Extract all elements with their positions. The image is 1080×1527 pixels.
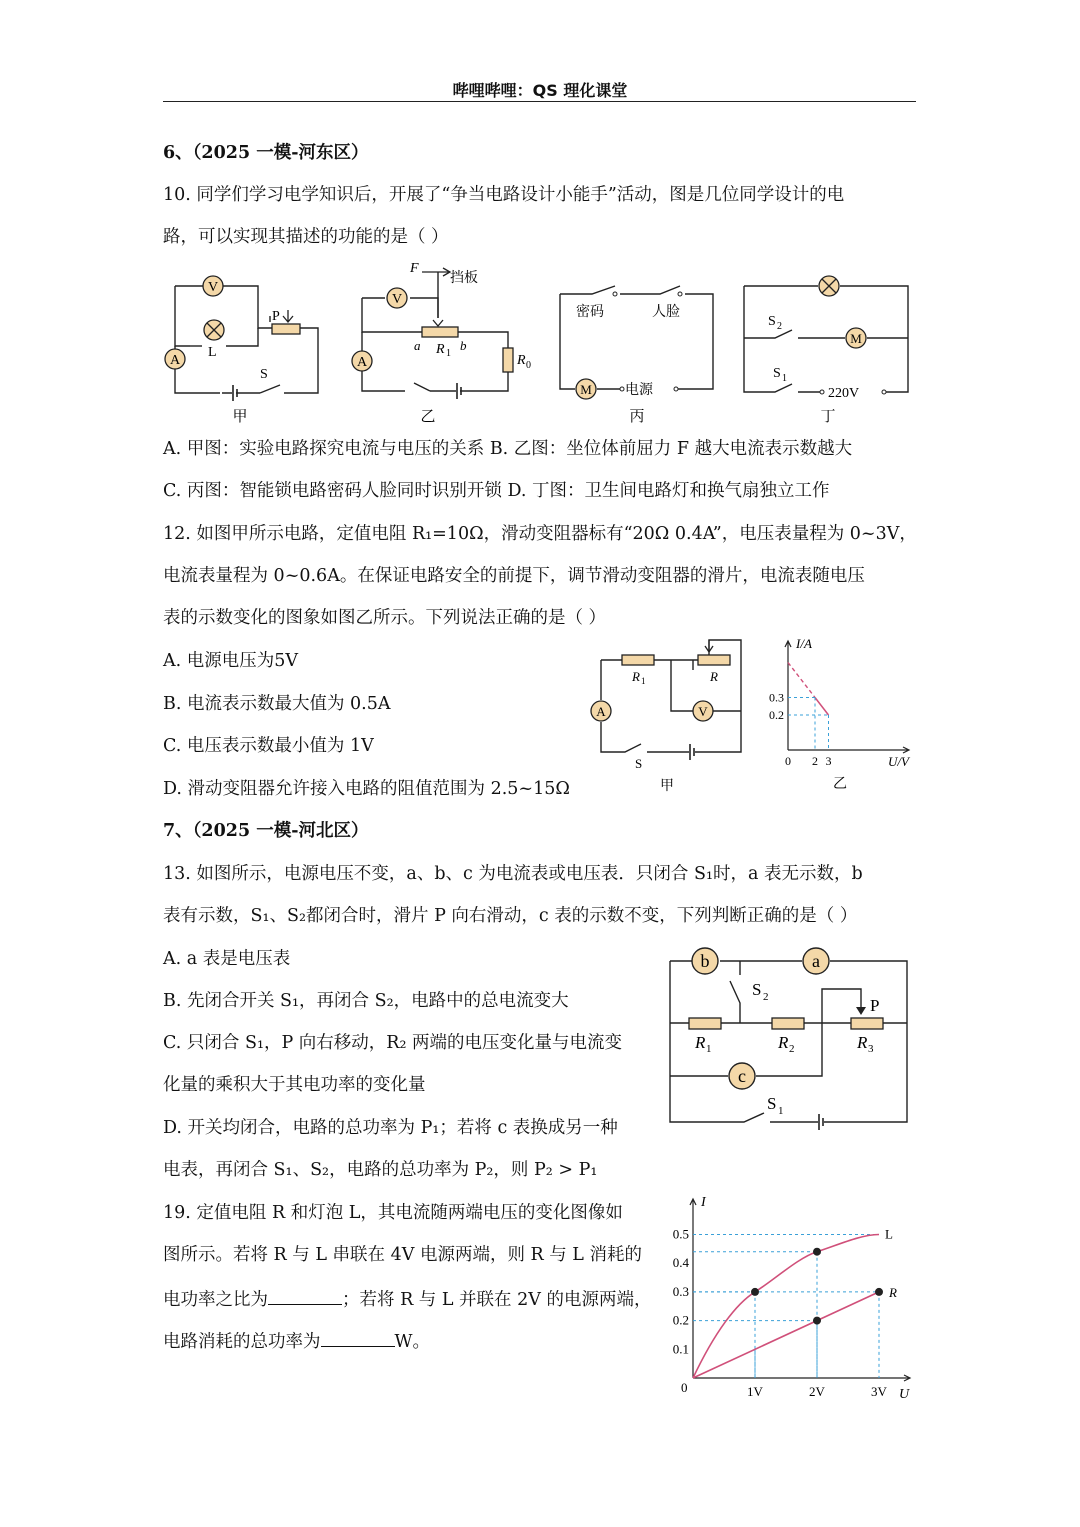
q19-x-tick: 3V — [871, 1384, 887, 1399]
q13-option-a: A. a 表是电压表 — [163, 949, 291, 969]
section-7-title: 7、（2025 一模-河北区） — [163, 821, 369, 841]
q19-y-tick: 0.2 — [672, 1312, 689, 1328]
q13-stem-line1: 13. 如图所示，电源电压不变，a、b、c 为电流表或电压表．只闭合 S₁时，a 表无示数，b — [163, 864, 863, 884]
bing-motor-label: M — [580, 382, 592, 397]
q12-stem-line2: 电流表量程为 0~0.6A。在保证电路安全的前提下，调节滑动变阻器的滑片，电流表随电压 — [163, 566, 865, 586]
q19-series-L-label: L — [885, 1226, 893, 1242]
q13-option-d-line1: D. 开关均闭合，电路的总功率为 P₁；若将 c 表换成另一种 — [163, 1118, 618, 1138]
q19-y-tick: 0.1 — [672, 1341, 689, 1357]
yi-baffle-label: 挡板 — [450, 271, 478, 286]
q13-option-c-line1: C. 只闭合 S₁，P 向右移动，R₂ 两端的电压变化量与电流变 — [163, 1033, 623, 1053]
q13-stem-line2: 表有示数，S₁、S₂都闭合时，滑片 P 向右滑动，c 表的示数不变，下列判断正确的是（ ） — [163, 906, 858, 926]
q12-y-tick: 0.2 — [769, 708, 784, 722]
bing-power-label: 电源 — [625, 383, 653, 398]
q12-stem-line3: 表的示数变化的图象如图乙所示。下列说法正确的是（ ） — [163, 608, 607, 628]
q13-s1-sub: 1 — [778, 1105, 784, 1117]
q19-x-tick: 2V — [809, 1384, 825, 1399]
q19-data-point — [813, 1317, 821, 1325]
ding-s2-sub: 2 — [777, 321, 782, 332]
q13-b-meter-label: b — [700, 951, 710, 971]
jia-lamp-label: L — [208, 345, 217, 360]
q12-r-label: R — [710, 669, 718, 684]
yi-a-label: a — [414, 338, 421, 353]
q13-circuit-figure — [664, 945, 912, 1130]
bing-face-label: 人脸 — [652, 305, 680, 320]
q19-line1: 19. 定值电阻 R 和灯泡 L，其电流随两端电压的变化图像如 — [163, 1203, 623, 1223]
q12-ammeter-label: A — [596, 704, 606, 719]
q13-option-d-line2: 电表，再闭合 S₁、S₂，电路的总功率为 P₂，则 P₂ > P₁ — [163, 1160, 598, 1180]
q19-iu-chart — [665, 1192, 915, 1407]
jia-voltmeter-label: V — [207, 280, 219, 295]
jia-slider-label: P — [272, 309, 280, 324]
ding-s1-label: S — [773, 366, 781, 381]
ding-s2-label: S — [768, 314, 776, 329]
q12-yi-caption: 乙 — [833, 777, 847, 792]
yi-caption: 乙 — [420, 409, 436, 425]
q19-line3 — [163, 1286, 651, 1312]
q12-stem-line1: 12. 如图甲所示电路，定值电阻 R₁=10Ω，滑动变阻器标有“20Ω 0.4A”，电压表量程为 0~3V， — [163, 524, 917, 544]
yi-r1-label: R — [436, 342, 445, 357]
yi-b-label: b — [460, 338, 467, 353]
q19-data-point — [751, 1288, 759, 1296]
ding-220v-label: 220V — [828, 386, 860, 401]
q19-line2: 图所示。若将 R 与 L 串联在 4V 电源两端，则 R 与 L 消耗的 — [163, 1245, 642, 1265]
q19-answer-blank-2[interactable] — [321, 1328, 395, 1347]
q12-option-c: C. 电压表示数最小值为 1V — [163, 736, 374, 756]
jia-caption: 甲 — [232, 409, 248, 425]
q13-r2-label: R — [778, 1033, 789, 1052]
q10-stem-line1: 10. 同学们学习电学知识后，开展了“争当电路设计小能手”活动，图是几位同学设计的电 — [163, 185, 845, 205]
yi-r0-sub: 0 — [526, 360, 531, 371]
q10-options-line2: C. 丙图：智能锁电路密码人脸同时识别开锁 D. 丁图：卫生间电路灯和换气扇独立工作 — [163, 481, 830, 501]
q12-line-solid-segment — [815, 698, 829, 716]
q13-s1-label: S — [767, 1094, 777, 1113]
bing-password-label: 密码 — [576, 305, 604, 320]
jia-ammeter-label: A — [169, 353, 181, 368]
q12-option-b: B. 电流表示数最大值为 0.5A — [163, 694, 391, 714]
q19-y-tick: 0.4 — [672, 1255, 689, 1271]
yi-r1-sub: 1 — [446, 348, 451, 359]
q19-line4 — [163, 1328, 430, 1354]
q19-line3-text-a: 电功率之比为 — [163, 1290, 268, 1310]
q12-circuit-figure — [585, 632, 755, 797]
q19-origin-label: 0 — [681, 1380, 688, 1395]
yi-voltmeter-label: V — [391, 292, 403, 307]
q12-x-tick: 0 — [785, 754, 791, 768]
q10-circuits-figure — [160, 258, 920, 430]
q13-s2-sub: 2 — [763, 991, 769, 1003]
q19-y-tick: 0.5 — [672, 1226, 689, 1242]
q12-option-d: D. 滑动变阻器允许接入电路的阻值范围为 2.5~15Ω — [163, 779, 570, 799]
q12-jia-caption: 甲 — [660, 779, 674, 794]
q19-data-point — [875, 1288, 883, 1296]
q19-series-L-curve — [693, 1235, 879, 1379]
q12-line-dashed-segment — [788, 663, 815, 698]
q12-y-label: I/A — [796, 636, 812, 651]
q12-r1-label: R — [632, 669, 640, 684]
q19-line3-text-b: ；若将 R 与 L 并联在 2V 的电源两端， — [342, 1290, 652, 1310]
q12-x-tick: 2 — [812, 754, 818, 768]
yi-ammeter-label: A — [356, 355, 368, 370]
page-header: 哔哩哔哩：QS 理化课堂 — [452, 81, 628, 100]
q13-a-meter-label: a — [812, 951, 820, 971]
q19-data-point — [813, 1248, 821, 1256]
q13-r1-sub: 1 — [706, 1043, 712, 1055]
q19-series-R-line — [693, 1292, 879, 1378]
jia-switch-label: S — [260, 367, 268, 382]
q10-options-line1: A. 甲图：实验电路探究电流与电压的关系 B. 乙图：坐位体前屈力 F 越大电流表示数越大 — [163, 439, 853, 459]
q13-r2-sub: 2 — [789, 1043, 795, 1055]
q13-s2-label: S — [752, 980, 762, 999]
q13-r1-label: R — [695, 1033, 706, 1052]
q13-r3-label: R — [857, 1033, 868, 1052]
q13-c-meter-label: c — [738, 1066, 746, 1086]
q19-y-label: I — [701, 1195, 706, 1210]
q13-option-b: B. 先闭合开关 S₁，再闭合 S₂，电路中的总电流变大 — [163, 991, 569, 1011]
q19-answer-blank-1[interactable] — [268, 1286, 342, 1305]
ding-s1-sub: 1 — [782, 373, 787, 384]
q19-line4-text-a: 电路消耗的总功率为 — [163, 1332, 321, 1352]
yi-r0-label: R — [517, 353, 526, 368]
header-rule — [163, 101, 916, 102]
q12-option-a: A. 电源电压为5V — [163, 651, 299, 671]
q13-r3-sub: 3 — [868, 1043, 874, 1055]
q12-r1-sub: 1 — [641, 676, 646, 686]
q12-x-label: U/V — [888, 754, 909, 769]
q10-stem-line2: 路，可以实现其描述的功能的是（ ） — [163, 227, 449, 247]
q12-switch-label: S — [635, 756, 643, 771]
q13-p-label: P — [870, 996, 880, 1015]
q19-line4-text-b: W。 — [394, 1332, 430, 1352]
q12-voltmeter-label: V — [698, 704, 708, 719]
q12-y-tick: 0.3 — [769, 690, 784, 705]
yi-force-label: F — [410, 261, 419, 276]
q19-series-R-label: R — [889, 1284, 897, 1300]
q12-iu-chart — [758, 630, 923, 798]
q13-option-c-line2: 化量的乘积大于其电功率的变化量 — [163, 1075, 426, 1095]
q19-y-tick: 0.3 — [672, 1283, 689, 1299]
q19-x-label: U — [899, 1387, 910, 1402]
ding-motor-label: M — [850, 331, 862, 346]
ding-caption: 丁 — [820, 409, 836, 425]
bing-caption: 丙 — [629, 409, 645, 425]
q19-x-tick: 1V — [747, 1384, 763, 1399]
section-6-title: 6、（2025 一模-河东区） — [163, 143, 369, 163]
q12-x-tick: 3 — [825, 754, 832, 768]
